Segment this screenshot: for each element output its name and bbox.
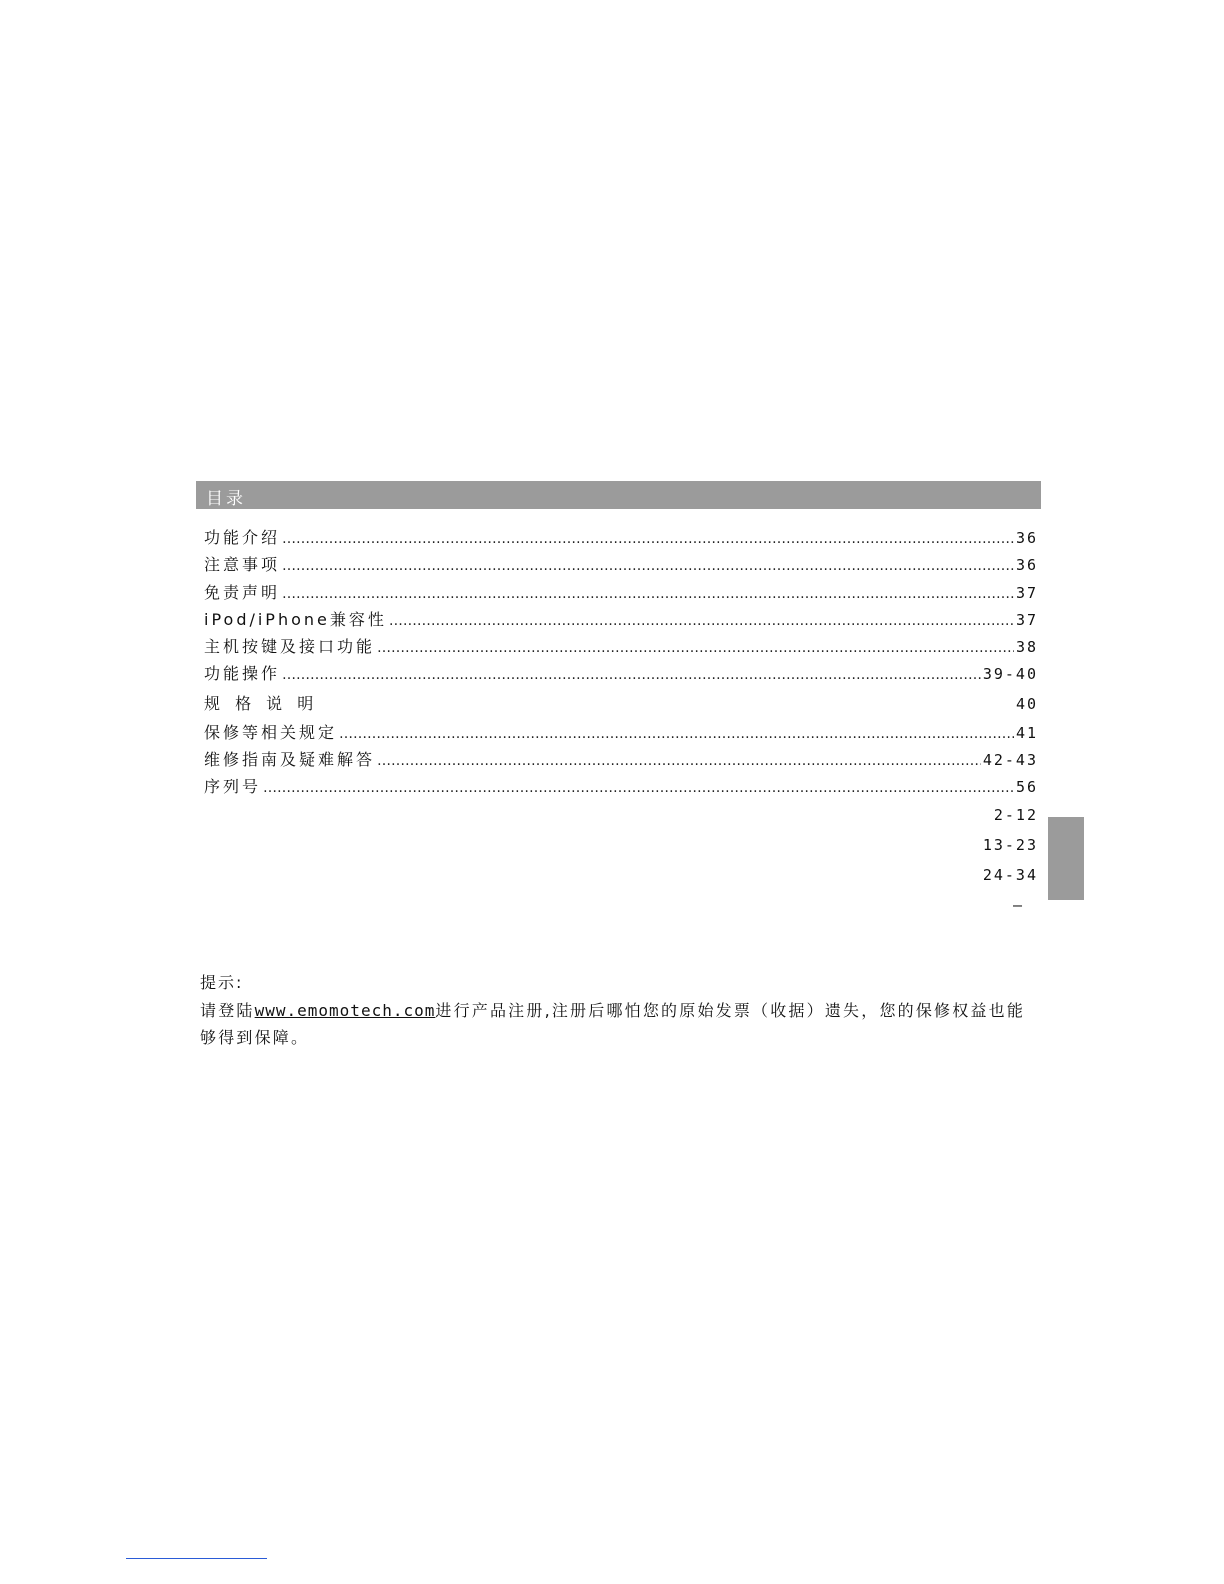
toc-entry-title: 功能介绍 [204,528,281,547]
toc-entry-title: 序列号 [204,777,262,797]
page-range: – [1012,896,1024,914]
toc-entry-page: 41 [1015,723,1038,742]
toc-entry-title: 注意事项 [204,555,281,575]
toc-dot-leader [282,586,1014,602]
tip-paragraph [200,997,1030,1051]
toc-entry-title: 维修指南及疑难解答 [204,750,376,770]
toc-dot-leader [377,640,1014,656]
toc-heading: 目录 [206,489,246,509]
toc-entry-title: 功能操作 [204,664,281,684]
toc-entry[interactable] [204,689,1038,720]
toc-entry-page: 37 [1015,583,1038,602]
toc-dot-leader [282,558,1014,574]
toc-entry-page: 36 [1015,529,1038,547]
toc-entry-title: 免责声明 [204,582,281,602]
toc-entry[interactable] [204,552,1038,579]
footnote-rule [126,1558,267,1559]
toc-entry-page: 38 [1015,638,1038,657]
tip-text-after: 进行产品注册,注册后哪怕您的原始发票（收据）遗失，您的保修权益也能够得到保障。 [200,1001,1026,1047]
toc-dot-leader [389,613,1014,629]
toc-entry-title: 保修等相关规定 [204,722,338,742]
website-link[interactable]: www.emomotech.com [254,1001,436,1020]
toc-entry-title: iPod/iPhone兼容性 [204,609,387,629]
page-range: 24-34 [982,866,1038,884]
extra-page-ranges [983,806,1038,926]
section-side-tab [1048,817,1084,900]
toc-entry[interactable] [204,720,1038,747]
toc-list [204,525,1038,802]
toc-entry-page: 36 [1015,556,1038,575]
toc-entry[interactable] [204,747,1038,774]
toc-dot-leader [282,531,1014,547]
toc-entry-page: 42-43 [982,751,1038,770]
toc-entry[interactable] [204,774,1038,801]
toc-dot-leader [339,726,1014,742]
toc-entry-page: 37 [1015,610,1038,629]
toc-entry-page: 40 [1015,694,1038,713]
toc-entry[interactable] [204,661,1038,688]
toc-header-bar [196,481,1041,509]
tip-label: 提示: [200,973,244,992]
toc-dot-leader [263,780,1014,796]
toc-dot-leader [377,753,981,769]
toc-entry-title: 主机按键及接口功能 [204,637,376,657]
toc-entry[interactable] [204,580,1038,607]
toc-entry[interactable] [204,607,1038,634]
toc-entry-page: 56 [1015,778,1038,797]
toc-entry-title: 规 格 说 明 [204,693,319,713]
toc-entry-page: 39-40 [982,665,1038,684]
page-range: 2-12 [993,806,1038,824]
toc-dot-leader [282,667,981,683]
page-range: 13-23 [982,836,1038,854]
tip-text-before: 请登陆 [200,1001,255,1020]
toc-entry[interactable] [204,525,1038,552]
toc-entry[interactable] [204,634,1038,661]
